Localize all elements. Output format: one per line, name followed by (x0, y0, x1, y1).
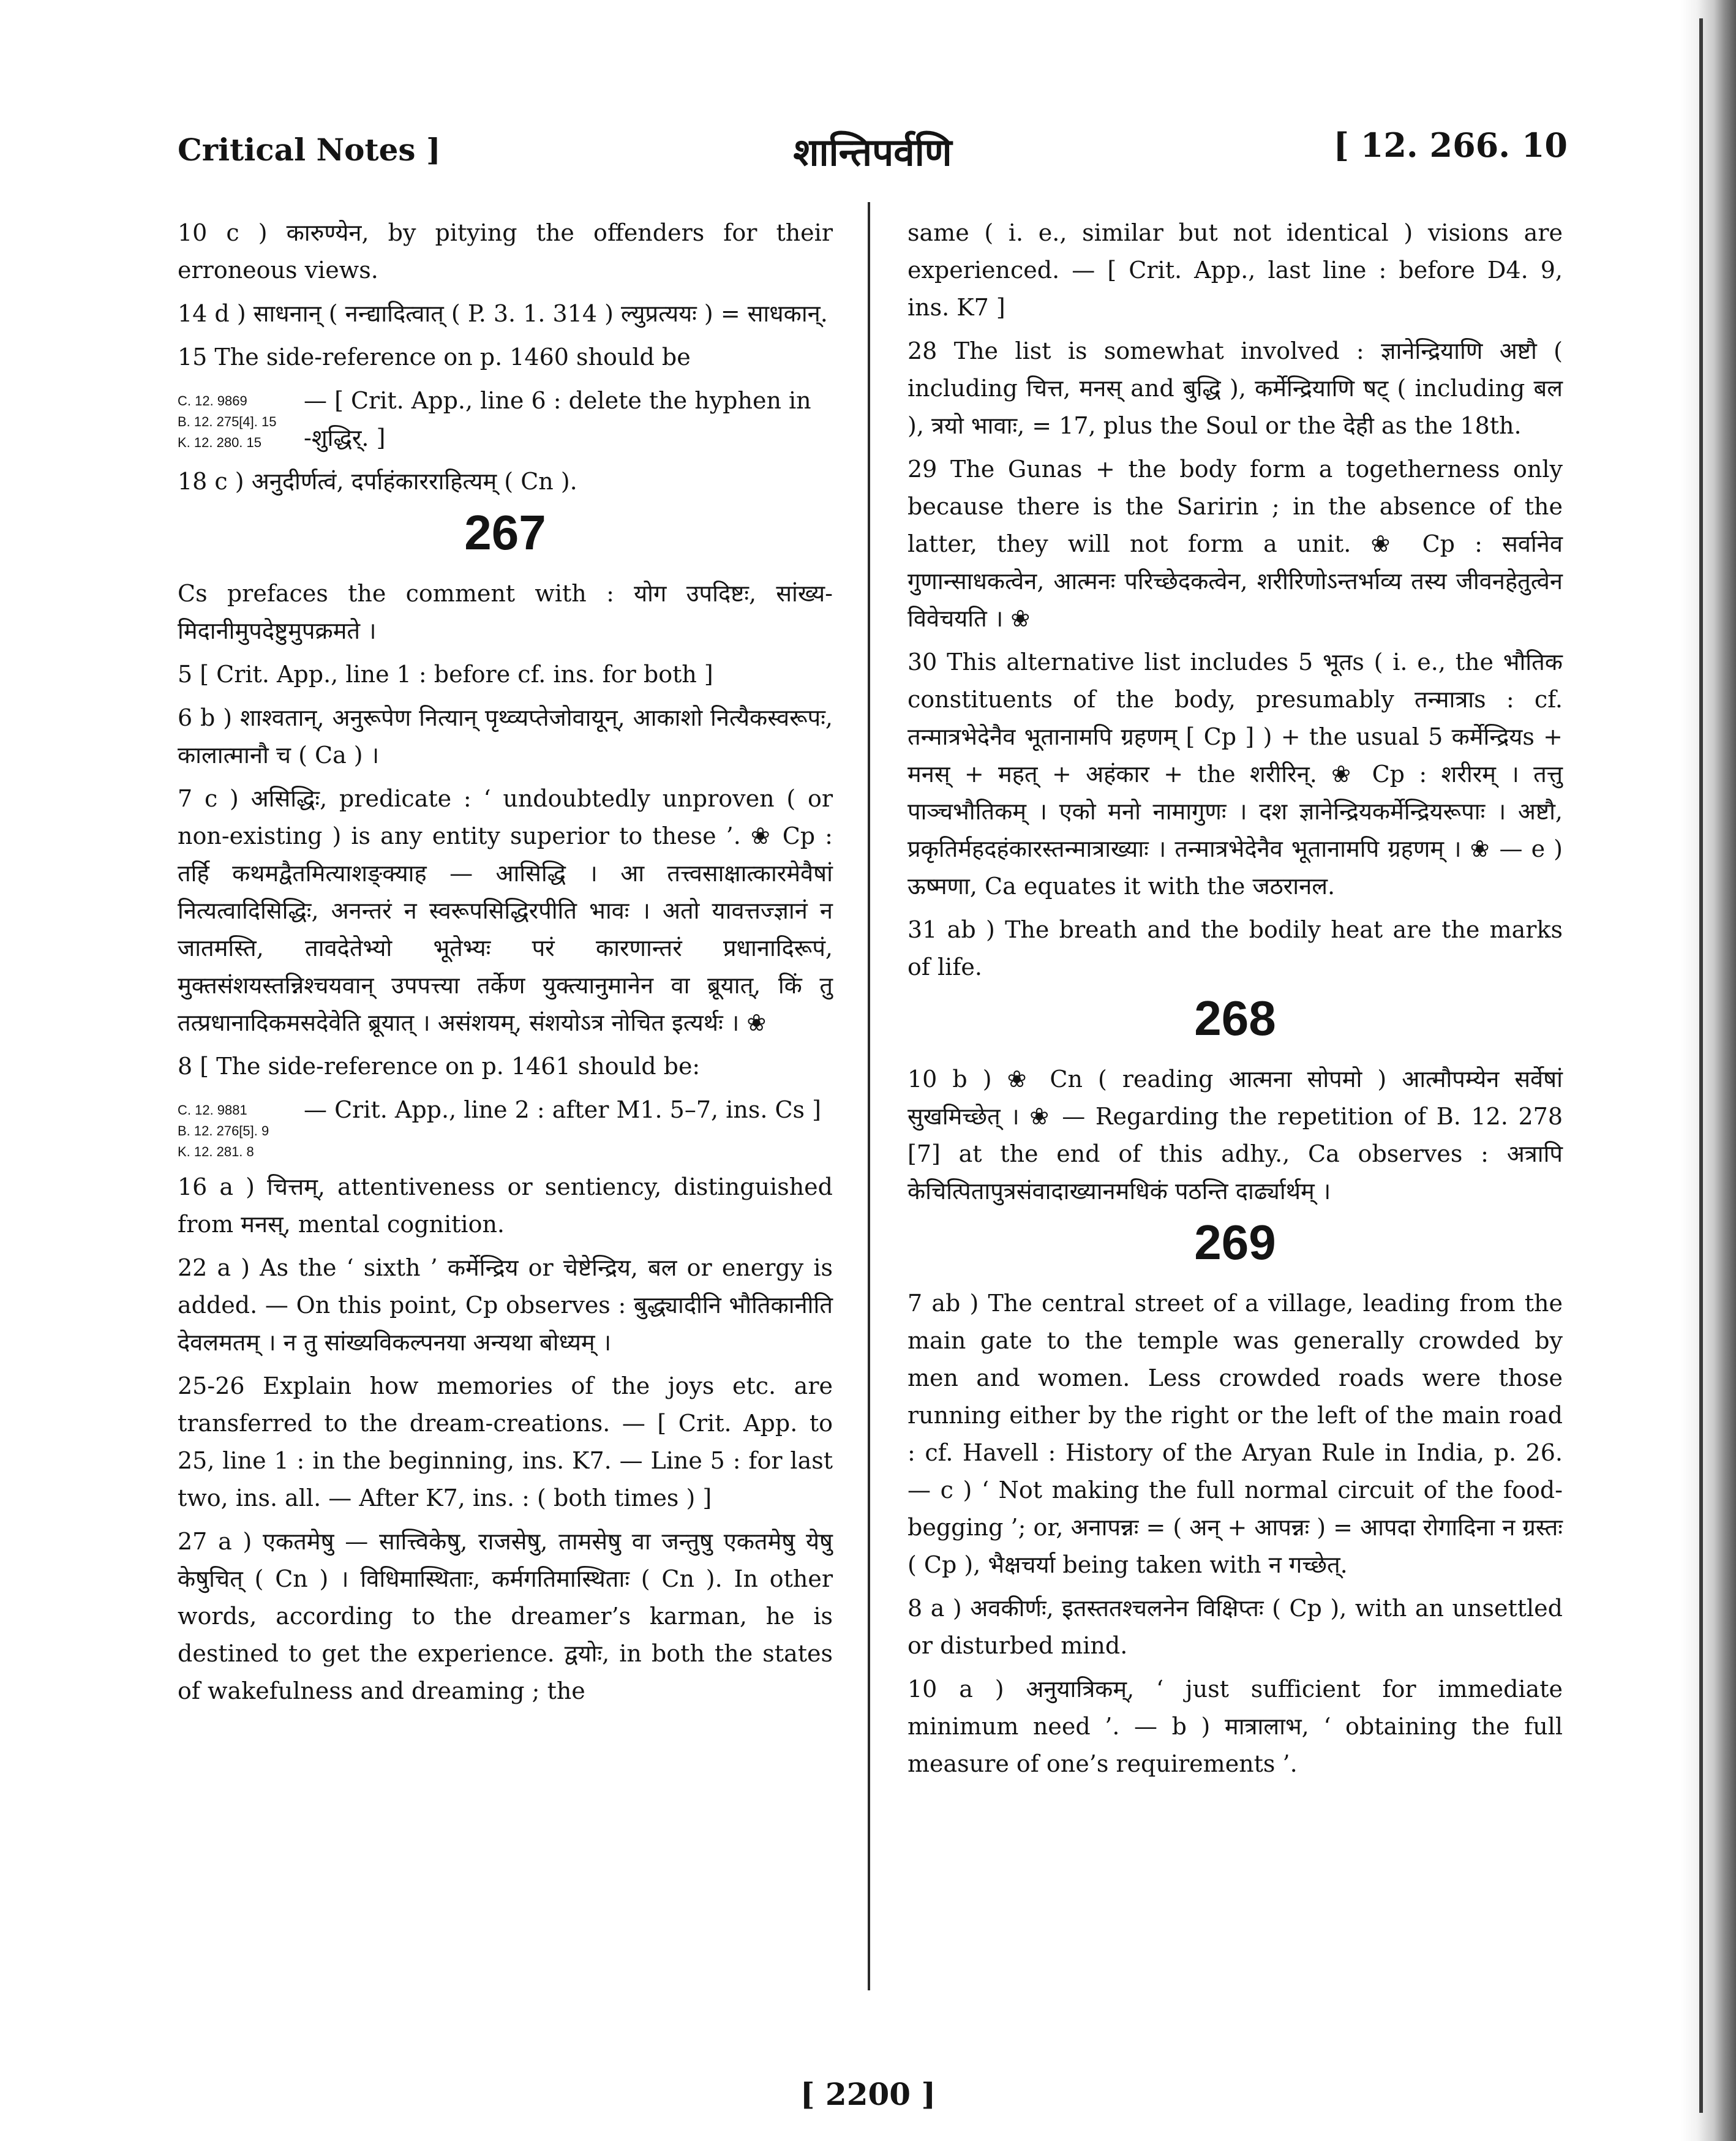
note-paragraph: 10 b ) ❀ Cn ( reading आत्मना सोपमो ) आत्मौपम्येन सर्वेषां सुखमिच्छेत् । ❀ — Regarding the repetition of B. 12. 278 [7] at the end of this adhy., Ca observes : अत्रापि केचित्पितापुत्रसंवादाख्यानमधिकं पठन्ति दार्ढ्यार्थम् । (907, 1066, 1563, 1205)
note-paragraph: same ( i. e., similar but not identical ) visions are experienced. — [ Crit. App., last line : before D4. 9, ins. K7 ] (907, 219, 1563, 321)
note-paragraph: 31 ab ) The breath and the bodily heat are the marks of life. (907, 916, 1563, 980)
page-edge-shadow (1681, 0, 1736, 2141)
right-column (907, 214, 1563, 1789)
note-paragraph: 28 The list is somewhat involved : ज्ञानेन्द्रियाणि अष्टौ ( including चित्त, मनस् and बुद्धि ), कर्मेन्द्रियाणि षट् ( including बल ), त्रयो भावाः, = 17, plus the Soul or the देही as the 18th. (907, 337, 1563, 439)
side-reference: K. 12. 280. 15 (178, 435, 261, 450)
note-paragraph: 15 The side-reference on p. 1460 should be (178, 344, 691, 371)
section-number: 269 (1194, 1215, 1276, 1270)
section-number: 267 (464, 505, 546, 560)
side-reference-block (178, 382, 833, 457)
header-right-ref: [ 12. 266. 10 (1333, 126, 1568, 165)
note-paragraph: 5 [ Crit. App., line 1 : before cf. ins. for both ] (178, 661, 713, 688)
note-paragraph: Cs prefaces the comment with : योग उपदिष्टः, सांख्य- मिदानीमुपदेष्टुमुपक्रमते । (178, 580, 833, 644)
side-reference: B. 12. 276[5]. 9 (178, 1123, 269, 1138)
note-paragraph: 7 c ) असिद्धिः, predicate : ‘ undoubtedly unproven ( or non-existing ) is any entity superior to these ’. ❀ Cp : तर्हि कथमद्वैतमित्याशङ्क्याह — आसिद्धि । आ तत्त्वसाक्षात्कारमेवैषां नित्यत्वादिसिद्धिः, अनन्तरं न स्वरूपसिद्धिरपीति भावः । अतो यावत्तज्ज्ञानं न जातमस्ति, तावदेतेभ्यो भूतेभ्यः परं कारणान्तरं प्रधानादिरूपं, मुक्तसंशयस्तन्निश्चयवान् उपपत्त्या तर्केण युक्त्यानुमानेन वा ब्रूयात्, किं तु तत्प्रधानादिकमसदेवेति ब्रूयात् । असंशयम्, संशयोऽत्र नोचित इत्यर्थः । ❀ (178, 785, 833, 1036)
note-paragraph: 18 c ) अनुदीर्णत्वं, दर्पाहंकारराहित्यम् ( Cn ). (178, 468, 577, 495)
note-paragraph: 27 a ) एकतमेषु — सात्त्विकेषु, राजसेषु, तामसेषु वा जन्तुषु एकतमेषु येषु केषुचित् ( Cn ) । विधिमास्थिताः, कर्मगतिमास्थिताः ( Cn ). In other words, according to the dreamer’s karman, he is destined to get the experience. द्वयोः, in both the states of wakefulness and dreaming ; the (178, 1528, 833, 1704)
side-reference: B. 12. 275[4]. 15 (178, 414, 277, 429)
page-number: [ 2200 ] (800, 2076, 936, 2112)
side-reference-note: — Crit. App., line 2 : after M1. 5–7, ins. Cs ] (304, 1096, 821, 1123)
note-paragraph: 16 a ) चित्तम्, attentiveness or sentiency, distinguished from मनस्, mental cognition. (178, 1173, 833, 1238)
section-number: 268 (1194, 991, 1276, 1045)
note-paragraph: 10 a ) अनुयात्रिकम्, ‘ just sufficient for immediate minimum need ’. — b ) मात्रालाभ, ‘ obtaining the full measure of one’s requirements ’. (907, 1676, 1563, 1777)
note-paragraph: 14 d ) साधनान् ( नन्द्यादित्वात् ( P. 3. 1. 314 ) ल्युप्रत्ययः ) = साधकान्. (178, 300, 828, 327)
note-paragraph: 25-26 Explain how memories of the joys etc. are transferred to the dream-creations. — [ Crit. App. to 25, line 1 : in the beginning, ins. K7. — Line 5 : for last two, ins. all. — After K7, ins. : ( both times ) ] (178, 1372, 833, 1511)
note-paragraph: 8 [ The side-reference on p. 1461 should be: (178, 1053, 701, 1080)
note-paragraph: 10 c ) कारुण्येन, by pitying the offenders for their erroneous views. (178, 219, 833, 284)
left-column (178, 214, 833, 1716)
binding-edge-line (1699, 18, 1703, 2113)
side-reference: C. 12. 9869 (178, 393, 247, 408)
column-divider (868, 202, 870, 1990)
header-center-title: शान्तिपर्वणि (793, 130, 952, 175)
side-reference-list (178, 1091, 294, 1162)
note-paragraph: 22 a ) As the ‘ sixth ’ कर्मेन्द्रिय or चेष्टेन्द्रिय, बल or energy is added. — On this point, Cp observes : बुद्ध्यादीनि भौतिकानीति देवलमतम् । न तु सांख्यविकल्पनया अन्यथा बोध्यम् । (178, 1254, 833, 1356)
running-header (178, 126, 1568, 181)
header-left: Critical Notes ] (178, 132, 441, 168)
side-reference-block (178, 1091, 833, 1162)
note-paragraph: 29 The Gunas + the body form a togetherness only because there is the Saririn ; in the absence of the latter, they will not form a unit. ❀ Cp : सर्वानेव गुणान्साधकत्वेन, आत्मनः परिच्छेदकत्वेन, शरीरिणोऽन्तर्भाव्य तस्य जीवनहेतुत्वेन विवेचयति । ❀ (907, 456, 1563, 632)
side-reference: C. 12. 9881 (178, 1102, 247, 1118)
note-paragraph: 7 ab ) The central street of a village, leading from the main gate to the temple was generally crowded by men and women. Less crowded roads were those running either by the right or the left of the main road : cf. Havell : History of the Aryan Rule in India, p. 26. — c ) ‘ Not making the full normal circuit of the food-begging ’; or, अनापन्नः = ( अन् + आपन्नः ) = आपदा रोगादिना न ग्रस्तः ( Cp ), भैक्षचर्या being taken with न गच्छेत्. (907, 1290, 1563, 1578)
side-reference: K. 12. 281. 8 (178, 1144, 254, 1159)
note-paragraph: 30 This alternative list includes 5 भूतs ( i. e., the भौतिक constituents of the body, presumably तन्मात्राs : cf. तन्मात्रभेदेनैव भूतानामपि ग्रहणम् [ Cp ] ) + the usual 5 कर्मेन्द्रियs + मनस् + महत् + अहंकार + the शरीरिन्. ❀ Cp : शरीरम् । तत्तु पाञ्चभौतिकम् । एको मनो नामागुणः । दश ज्ञानेन्द्रियकर्मेन्द्रियरूपाः । अष्टौ, प्रकृतिर्महदहंकारस्तन्मात्राख्याः । तन्मात्रभेदेनैव भूतानामपि ग्रहणम् । ❀ — e ) ऊष्मणा, Ca equates it with the जठरानल. (907, 649, 1563, 900)
note-paragraph: 6 b ) शाश्वतान्, अनुरूपेण नित्यान् पृथ्व्यप्तेजोवायून्, आकाशो नित्यैकस्वरूपः, कालात्मानौ च ( Ca ) । (178, 704, 833, 769)
note-paragraph: 8 a ) अवकीर्णः, इतस्ततश्चलनेन विक्षिप्तः ( Cp ), with an unsettled or disturbed mind. (907, 1595, 1563, 1659)
side-reference-note: — [ Crit. App., line 6 : delete the hyphen in -शुद्धिर्. ] (304, 387, 811, 451)
side-reference-list (178, 382, 294, 457)
